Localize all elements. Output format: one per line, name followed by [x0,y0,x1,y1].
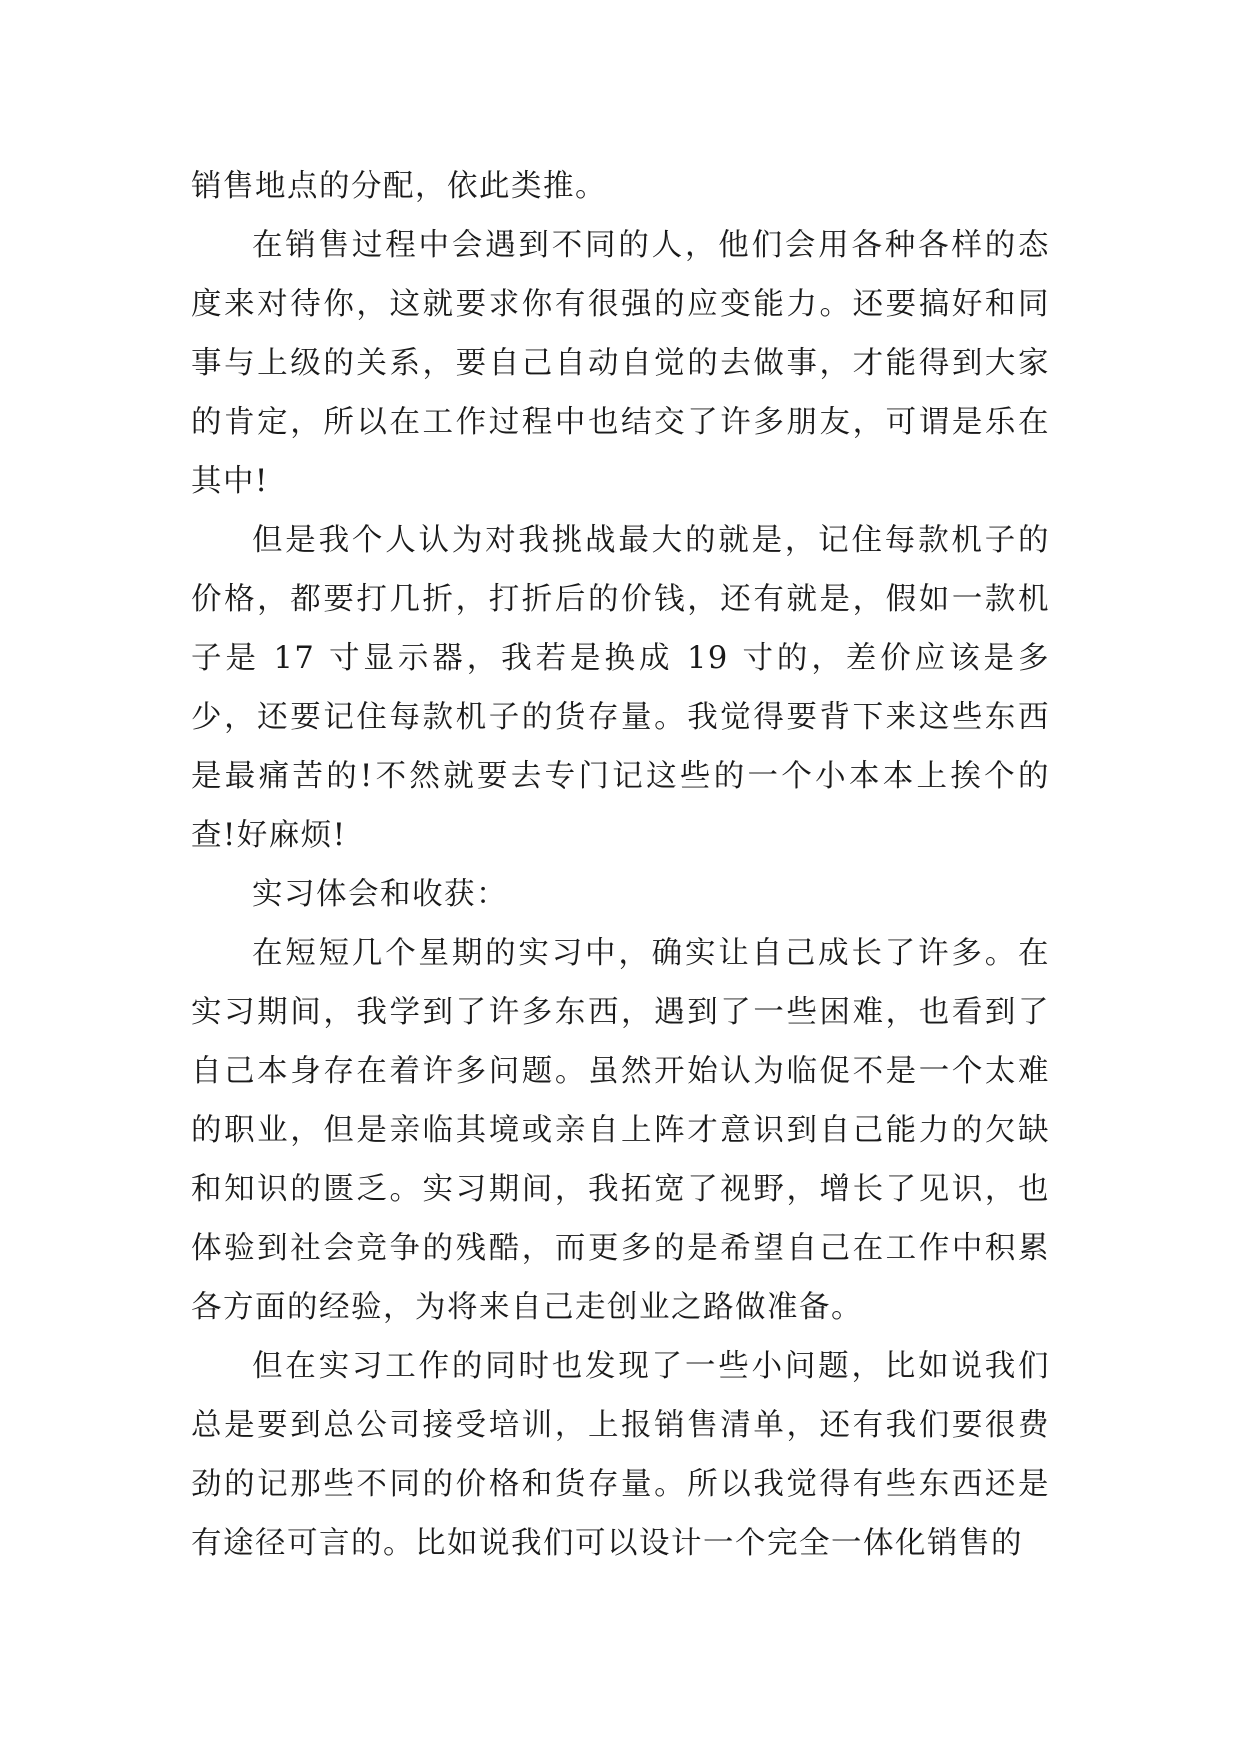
paragraph: 但在实习工作的同时也发现了一些小问题，比如说我们总是要到总公司接受培训，上报销售清单，还有我们要很费劲的记那些不同的价格和货存量。所以我觉得有些东西还是有途径可言的。比如说我们可以设计一个完全一体化销售的 [191,1349,1050,1561]
paragraph: 销售地点的分配，依此类推。 [191,169,607,204]
document-body [191,157,1050,1573]
paragraph: 但是我个人认为对我挑战最大的就是，记住每款机子的价格，都要打几折，打折后的价钱，还有就是，假如一款机子是 17 寸显示器，我若是换成 19 寸的，差价应该是多少，还要记住每款机子的货存量。我觉得要背下来这些东西是最痛苦的!不然就要去专门记这些的一个小本本上挨个的查!好麻烦! [191,523,1050,853]
paragraph: 在销售过程中会遇到不同的人，他们会用各种各样的态度来对待你，这就要求你有很强的应变能力。还要搞好和同事与上级的关系，要自己自动自觉的去做事，才能得到大家的肯定，所以在工作过程中也结交了许多朋友，可谓是乐在其中! [191,228,1050,499]
section-heading: 实习体会和收获： [252,877,508,912]
paragraph: 在短短几个星期的实习中，确实让自己成长了许多。在实习期间，我学到了许多东西，遇到了一些困难，也看到了自己本身存在着许多问题。虽然开始认为临促不是一个太难的职业，但是亲临其境或亲自上阵才意识到自己能力的欠缺和知识的匮乏。实习期间，我拓宽了视野，增长了见识，也体验到社会竞争的残酷，而更多的是希望自己在工作中积累各方面的经验，为将来自己走创业之路做准备。 [191,936,1050,1325]
